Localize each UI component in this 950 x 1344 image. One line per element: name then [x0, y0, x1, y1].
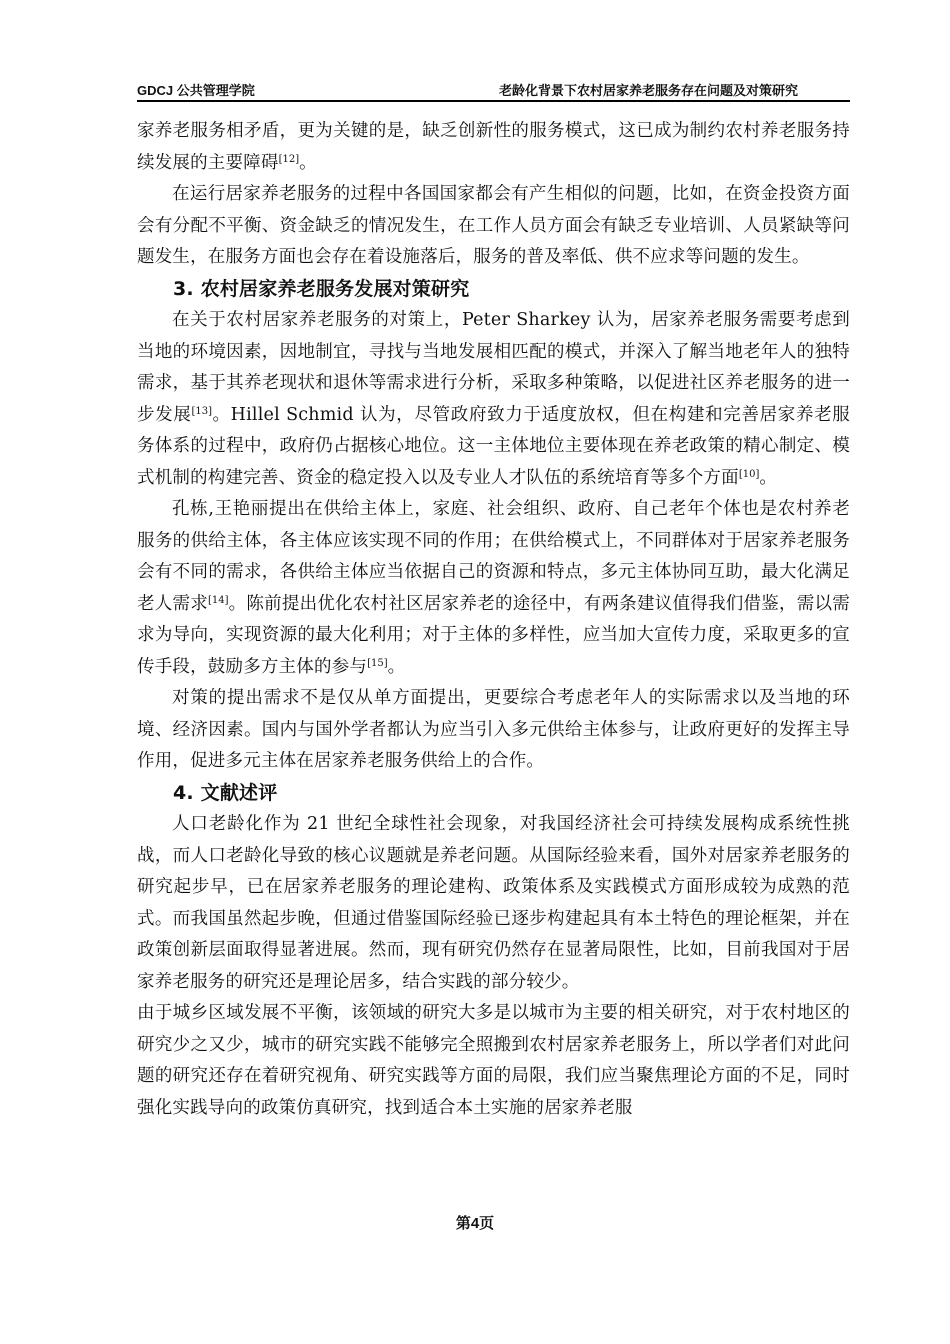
paragraph: 在关于农村居家养老服务的对策上，Peter Sharkey 认为，居家养老服务需要考虑到当地的环境因素，因地制宜，寻找与当地发展相匹配的模式，并深入了解当地老年人的独特需求，基于其养老现状和退休等需求进行分析，采取多种策略，以促进社区养老服务的进一步发展[13]。Hillel Schmid 认为，尽管政府致力于适度放权，但在构建和完善居家养老服务体系的过程中，政府仍占据核心地位。这一主体地位主要体现在养老政策的精心制定、模式机制的构建完善、资金的稳定投入以及专业人才队伍的系统培育等多个方面[10]。	[137, 310, 850, 488]
paragraph: 家养老服务相矛盾，更为关键的是，缺乏创新性的服务模式，这已成为制约农村养老服务持续发展的主要障碍[12]。	[137, 121, 850, 173]
citation: [12]	[278, 153, 300, 165]
citation: [10]	[738, 468, 760, 480]
paragraph: 人口老龄化作为 21 世纪全球性社会现象，对我国经济社会可持续发展构成系统性挑战，而人口老龄化导致的核心议题就是养老问题。从国际经验来看，国外对居家养老服务的研究起步早，已在居家养老服务的理论建构、政策体系及实践模式方面形成较为成熟的范式。而我国虽然起步晚，但通过借鉴国际经验已逐步构建起具有本土特色的理论框架，并在政策创新层面取得显著进展。然而，现有研究仍然存在显著局限性，比如，目前我国对于居家养老服务的研究还是理论居多，结合实践的部分较少。	[137, 814, 850, 992]
page-body	[137, 116, 850, 1124]
page-number: 第4页	[455, 1215, 495, 1232]
section-heading: 3. 农村居家养老服务发展对策研究	[173, 277, 470, 300]
paragraph: 由于城乡区域发展不平衡，该领域的研究大多是以城市为主要的相关研究，对于农村地区的研究少之又少，城市的研究实践不能够完全照搬到农村居家养老服务上，所以学者们对此问题的研究还存在着研究视角、研究实践等方面的局限，我们应当聚焦理论方面的不足，同时强化实践导向的政策仿真研究，找到适合本土实施的居家养老服	[137, 1003, 850, 1118]
paragraph: 在运行居家养老服务的过程中各国国家都会有产生相似的问题，比如，在资金投资方面会有分配不平衡、资金缺乏的情况发生，在工作人员方面会有缺乏专业培训、人员紧缺等问题发生，在服务方面也会存在着设施落后，服务的普及率低、供不应求等问题的发生。	[137, 184, 850, 267]
header-divider	[137, 100, 850, 102]
citation: [14]	[208, 594, 229, 606]
section-heading: 4. 文献述评	[173, 781, 278, 804]
running-header	[137, 78, 850, 100]
header-institution: GDCJ 公共管理学院	[137, 83, 255, 98]
paragraph: 对策的提出需求不是仅从单方面提出，更要综合考虑老年人的实际需求以及当地的环境、经济因素。国内与国外学者都认为应当引入多元供给主体参与，让政府更好的发挥主导作用，促进多元主体在居家养老服务供给上的合作。	[137, 688, 850, 771]
paragraph: 孔栋,王艳丽提出在供给主体上，家庭、社会组织、政府、自己老年个体也是农村养老服务的供给主体，各主体应该实现不同的作用；在供给模式上，不同群体对于居家养老服务会有不同的需求，各供给主体应当依据自己的资源和特点，多元主体协同互助，最大化满足老人需求[14]。陈前提出优化农村社区居家养老的途径中，有两条建议值得我们借鉴，需以需求为导向，实现资源的最大化利用；对于主体的多样性，应当加大宣传力度，采取更多的宣传手段，鼓励多方主体的参与[15]。	[137, 499, 850, 677]
citation: [13]	[191, 405, 213, 417]
header-title: 老龄化背景下农村居家养老服务存在问题及对策研究	[498, 83, 798, 98]
citation: [15]	[367, 657, 388, 669]
